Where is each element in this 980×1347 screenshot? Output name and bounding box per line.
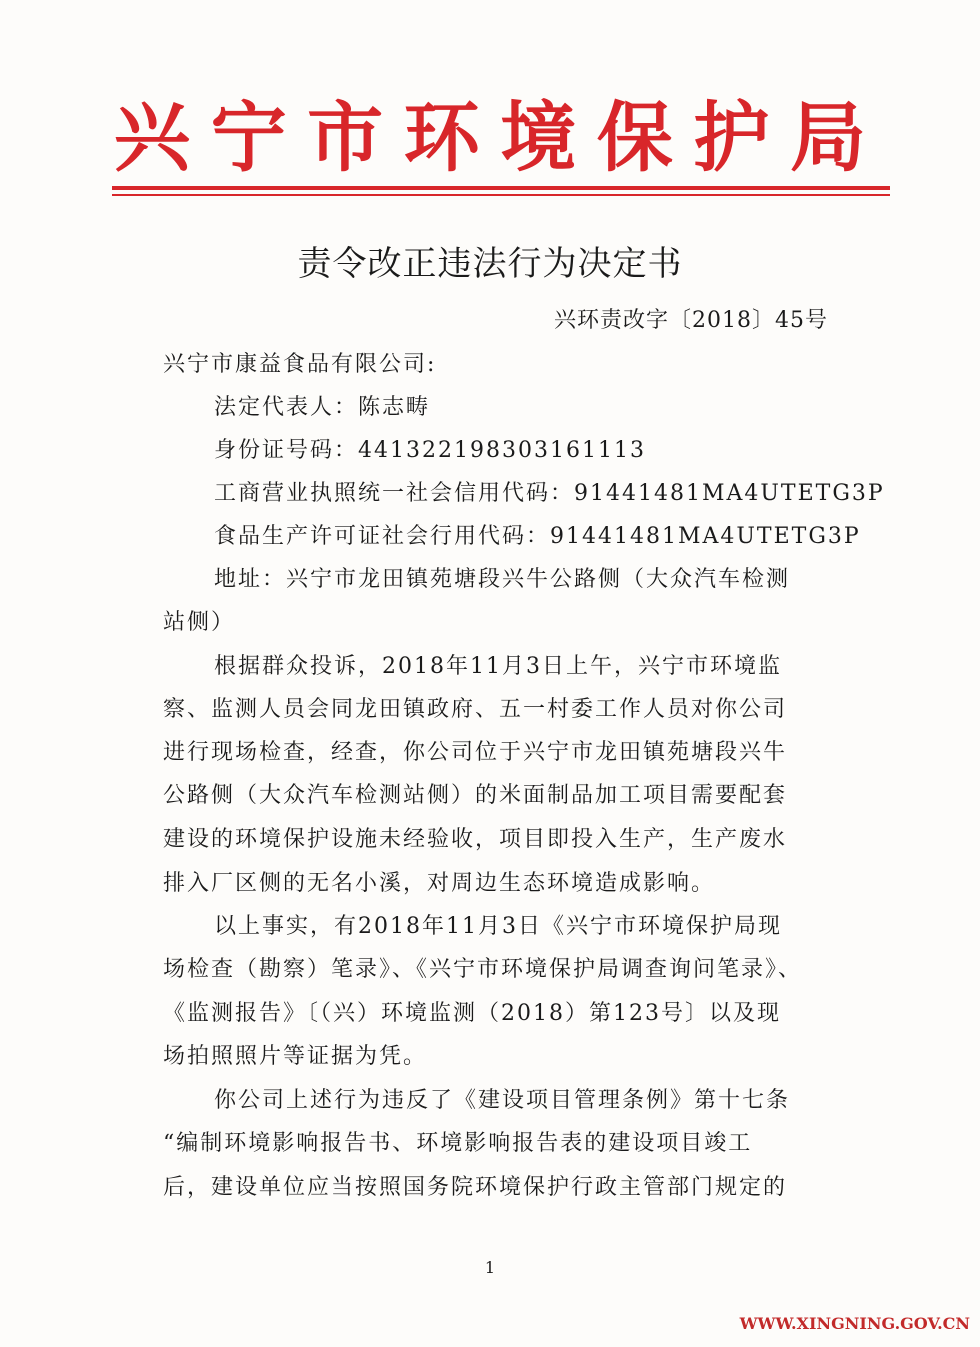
letterhead-char: 护 [693, 93, 770, 182]
body-p1-line: 建设的环境保护设施未经验收，项目即投入生产，生产废水 [163, 827, 788, 852]
letterhead-char: 局 [789, 93, 866, 182]
document-number: 兴环责改字〔2018〕45号 [554, 308, 828, 333]
letterhead-char: 宁 [210, 93, 287, 182]
recipient-business-license: 工商营业执照统一社会信用代码：91441481MA4UTETG3P [214, 481, 885, 506]
recipient-address-line2: 站侧） [163, 610, 236, 635]
letterhead-char: 兴 [114, 93, 190, 182]
body-p2-line: 以上事实，有2018年11月3日《兴宁市环境保护局现 [214, 914, 782, 939]
page-number: 1 [484, 1258, 496, 1277]
body-p1-line: 察、监测人员会同龙田镇政府、五一村委工作人员对你公司 [163, 697, 788, 722]
recipient-id-number: 身份证号码：441322198303161113 [214, 438, 646, 463]
letterhead-char: 境 [500, 93, 577, 182]
body-p3-line: 你公司上述行为违反了《建设项目管理条例》第十七条 [214, 1088, 791, 1113]
body-p2-line: 场拍照照片等证据为凭。 [163, 1044, 428, 1069]
body-p1-line: 公路侧（大众汽车检测站侧）的米面制品加工项目需要配套 [163, 783, 788, 808]
letterhead-char: 市 [307, 93, 384, 182]
body-p1-line: 排入厂区侧的无名小溪，对周边生态环境造成影响。 [163, 871, 716, 896]
recipient-food-license: 食品生产许可证社会行用代码：91441481MA4UTETG3P [214, 524, 861, 549]
recipient-company: 兴宁市康益食品有限公司: [163, 352, 437, 377]
document-title: 责令改正违法行为决定书 [297, 244, 683, 284]
letterhead-rule-thick [112, 186, 890, 190]
body-p2-line: 场检查（勘察）笔录》、《兴宁市环境保护局调查询问笔录》、 [163, 957, 803, 982]
recipient-address-line1: 地址：兴宁市龙田镇苑塘段兴牛公路侧（大众汽车检测 [214, 567, 791, 592]
letterhead-char: 环 [403, 93, 480, 182]
body-p1-line: 根据群众投诉，2018年11月3日上午，兴宁市环境监 [214, 654, 782, 679]
letterhead-rule-thin [112, 194, 890, 196]
site-watermark: WWW.XINGNING.GOV.CN [739, 1314, 970, 1333]
letterhead-title [110, 92, 870, 184]
recipient-legal-rep: 法定代表人：陈志畴 [214, 395, 431, 420]
body-p1-line: 进行现场检查，经查，你公司位于兴宁市龙田镇苑塘段兴牛 [163, 740, 788, 765]
body-p3-line: 后，建设单位应当按照国务院环境保护行政主管部门规定的 [163, 1175, 788, 1200]
body-p3-line: “编制环境影响报告书、环境影响报告表的建设项目竣工 [163, 1131, 753, 1156]
letterhead-char: 保 [596, 93, 673, 182]
body-p2-line: 《监测报告》〔（兴）环境监测（2018）第123号〕以及现 [163, 1001, 781, 1026]
